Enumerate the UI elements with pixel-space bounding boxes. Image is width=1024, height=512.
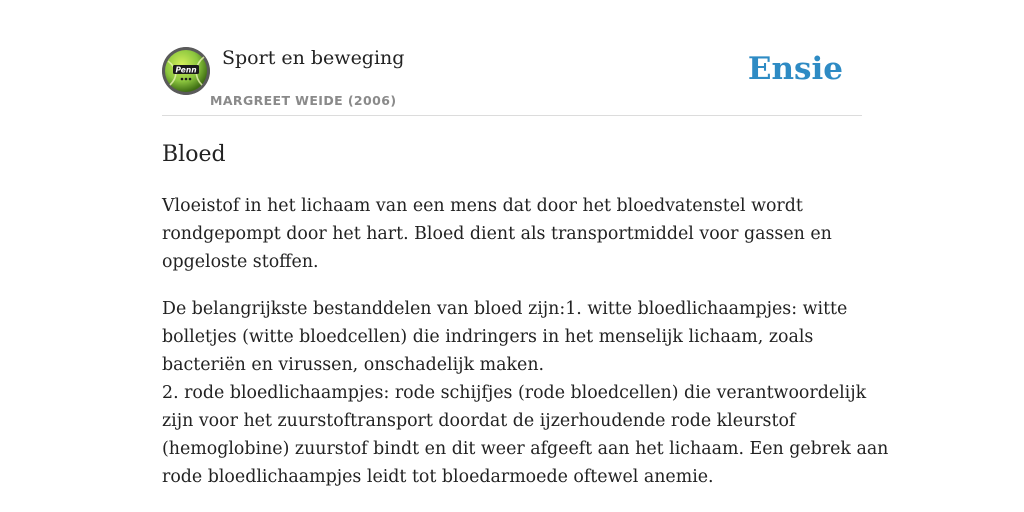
article-body — [162, 192, 889, 510]
author-label: MARGREET WEIDE (2006) — [210, 93, 397, 108]
paragraph-2 — [162, 295, 889, 491]
text-line: De belangrijkste bestanddelen van bloed zijn:1. witte bloedlichaampjes: witte — [162, 299, 848, 319]
tennis-ball-icon — [162, 47, 210, 95]
text-line: bolletjes (witte bloedcellen) die indringers in het menselijk lichaam, zoals — [162, 327, 814, 347]
text-line: 2. rode bloedlichaampjes: rode schijfjes (rode bloedcellen) die verantwoordelijk — [162, 383, 867, 403]
category-link[interactable]: Sport en beweging — [222, 47, 405, 69]
avatar-logo-text: Penn — [175, 65, 197, 75]
article-card — [162, 0, 889, 487]
article-title: Bloed — [162, 142, 226, 167]
paragraph-1 — [162, 192, 862, 276]
text-line: zijn voor het zuurstoftransport doordat de ijzerhoudende rode kleurstof — [162, 411, 796, 431]
text-line: rode bloedlichaampjes leidt tot bloedarmoede oftewel anemie. — [162, 467, 714, 487]
avatar[interactable] — [162, 47, 210, 95]
text-line: (hemoglobine) zuurstof bindt en dit weer afgeeft aan het lichaam. Een gebrek aan — [162, 439, 889, 459]
brand-logo[interactable]: Ensie — [747, 51, 843, 87]
text-line: bacteriën en virussen, onschadelijk maken. — [162, 355, 545, 375]
text-line: rondgepompt door het hart. Bloed dient als transportmiddel voor gassen en — [162, 224, 832, 244]
article-header — [162, 0, 862, 116]
text-line: opgeloste stoffen. — [162, 252, 319, 272]
text-line: Vloeistof in het lichaam van een mens dat door het bloedvatenstel wordt — [162, 196, 803, 216]
